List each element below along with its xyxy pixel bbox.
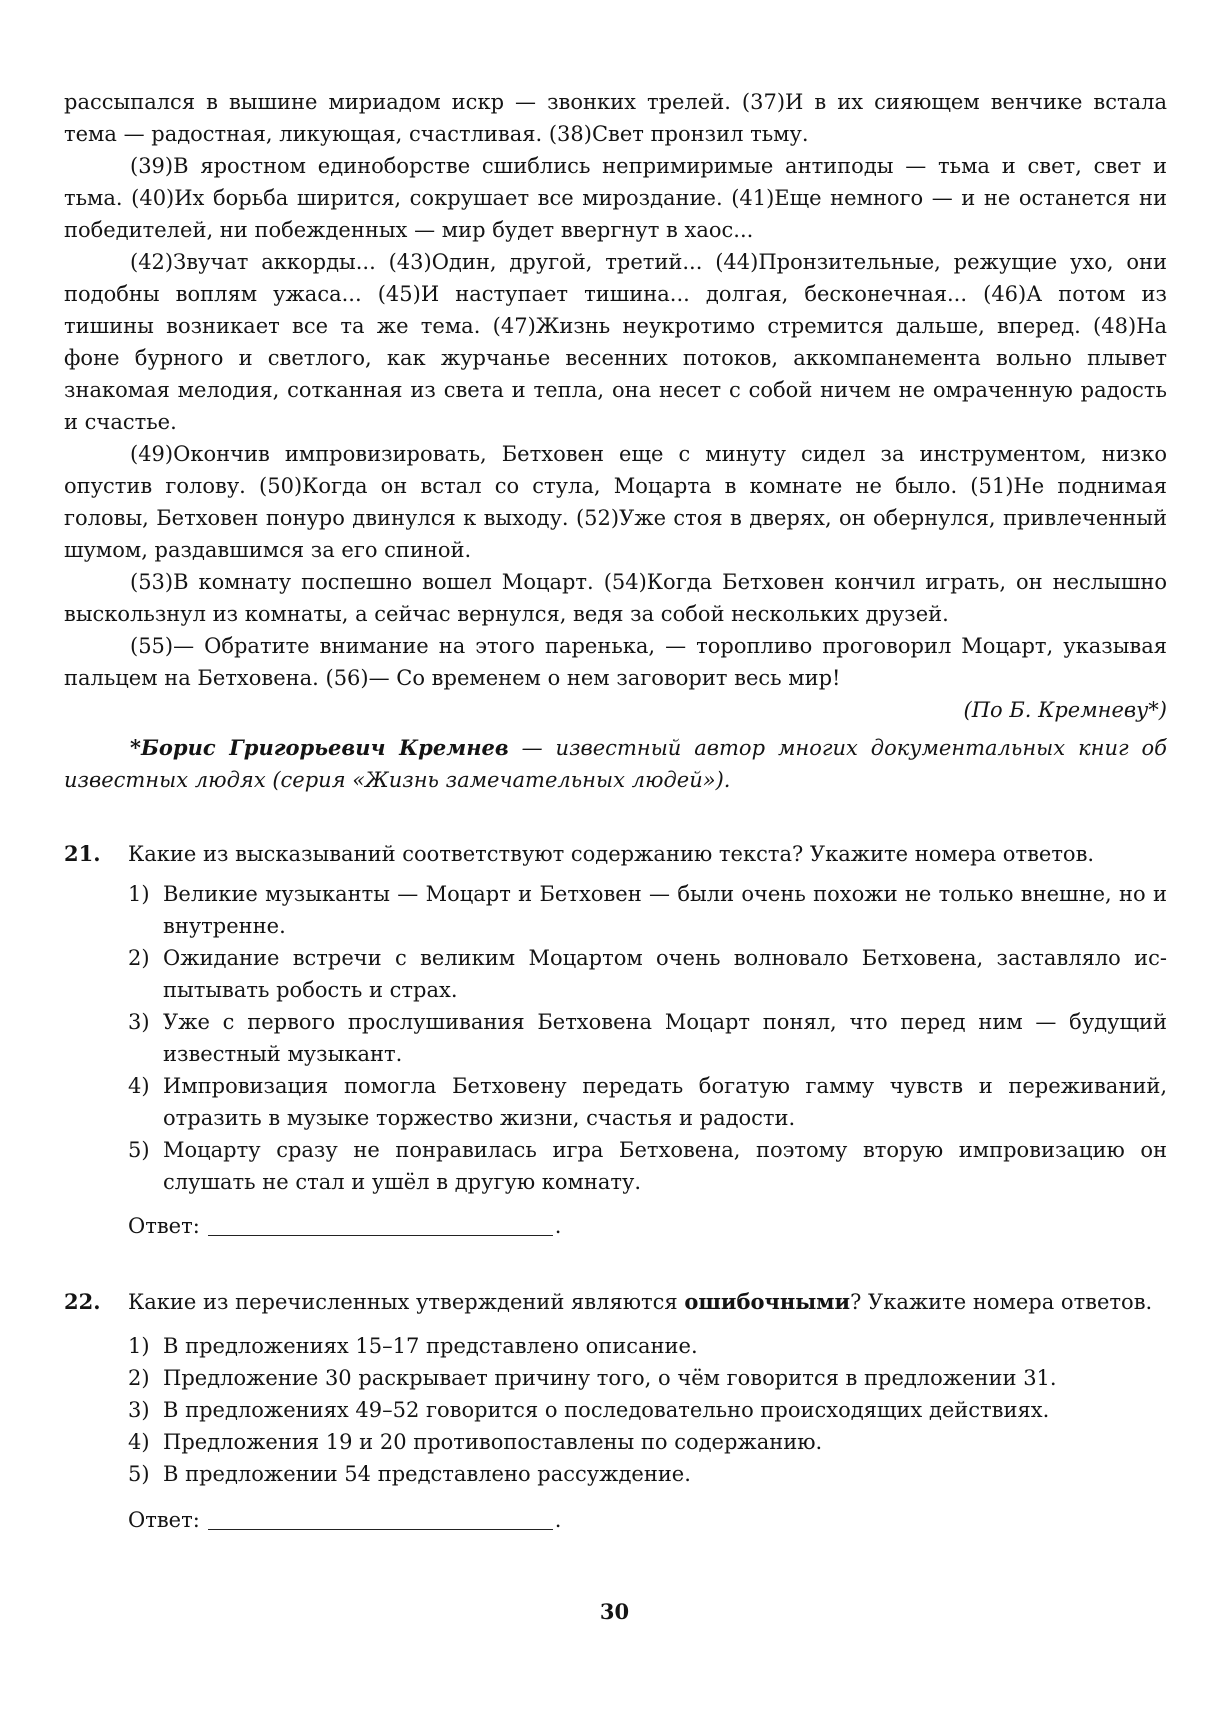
task-22-option-1 xyxy=(128,1330,1167,1362)
task-22-option-2 xyxy=(128,1362,1167,1394)
task-21-option-3 xyxy=(128,1006,1167,1070)
passage-paragraph-2: (39)В яростном единоборстве сшиблись непримиримые антиподы — тьма и свет, свет и тьма. (40)Их борьба ширится, сокрушает все мироздание. (41)Еще немного — и не останется ни победителей, ни побежденных — мир будет ввергнут в хаос... xyxy=(64,154,1167,242)
passage-paragraph-5: (53)В комнату поспешно вошел Моцарт. (54)Когда Бетховен кончил играть, он неслышно выскользнул из комнаты, а сейчас вернулся, ведя за собой нескольких друзей. xyxy=(64,570,1167,626)
option-text: Импровизация помогла Бетховену передать богатую гамму чувств и переживаний, отразить в музыке торжество жизни, счастья и радости. xyxy=(163,1074,1167,1130)
task-21-option-4 xyxy=(128,1070,1167,1134)
option-number: 1) xyxy=(128,882,150,906)
task-21-answer-field[interactable] xyxy=(208,1213,553,1236)
task-22-option-3 xyxy=(128,1394,1167,1426)
answer-end: . xyxy=(554,1214,562,1238)
question-part-1: Какие из перечисленных утверждений являются xyxy=(128,1290,685,1314)
option-number: 1) xyxy=(128,1334,150,1358)
task-21-question: Какие из высказываний соответствуют содержанию текста? Укажите номера ответов. xyxy=(128,842,1095,866)
option-text: Ожидание встречи с великим Моцартом очень волновало Бетховена, заставляло испытывать робость и страх. xyxy=(163,946,1167,1002)
task-21-option-2 xyxy=(128,942,1167,1006)
task-21-option-1 xyxy=(128,878,1167,942)
task-22-option-4 xyxy=(128,1426,1167,1458)
task-21 xyxy=(64,838,1167,1242)
answer-label: Ответ: xyxy=(128,1508,200,1532)
option-text: Предложения 19 и 20 противопоставлены по содержанию. xyxy=(163,1430,823,1454)
option-number: 3) xyxy=(128,1010,150,1034)
page-number: 30 xyxy=(599,1599,630,1624)
task-22-answer-field[interactable] xyxy=(208,1507,553,1530)
task-21-option-5 xyxy=(128,1134,1167,1198)
passage-paragraph-4: (49)Окончив импровизировать, Бетховен еще с минуту сидел за инструментом, низко опустив голову. (50)Когда он встал со стула, Моцарта в комнате не было. (51)Не поднимая головы, Бетховен понуро двинулся к выходу. (52)Уже стоя в дверях, он обернулся, привлеченный шумом, раздавшимся за его спиной. xyxy=(64,442,1167,562)
task-21-options xyxy=(128,878,1167,1198)
task-22 xyxy=(64,1286,1167,1536)
footnote-author-name: *Борис Григорьевич Кремнев xyxy=(130,735,509,760)
task-22-option-5 xyxy=(128,1458,1167,1490)
passage-paragraph-3: (42)Звучат аккорды... (43)Один, другой, третий... (44)Пронзительные, режущие ухо, они подобны воплям ужаса... (45)И наступает тишина... долгая, бесконечная... (46)А потом из тишины возникает все та же тема. (47)Жизнь неукротимо стремится дальше, вперед. (48)На фоне бурного и светлого, как журчанье весенних потоков, аккомпанемента вольно плывет знакомая мелодия, сотканная из света и тепла, она несет с собой ничем не омраченную радость и счастье. xyxy=(64,250,1167,434)
option-text: Уже с первого прослушивания Бетховена Моцарт понял, что перед ним — будущий известный музыкант. xyxy=(163,1010,1167,1066)
option-number: 5) xyxy=(128,1138,150,1162)
option-number: 4) xyxy=(128,1074,150,1098)
question-part-2: ? Укажите номера ответов. xyxy=(850,1290,1153,1314)
question-emphasis: ошибочными xyxy=(684,1289,851,1314)
task-22-answer xyxy=(128,1504,1167,1536)
option-text: В предложениях 49–52 говорится о последовательно происходящих действиях. xyxy=(163,1398,1050,1422)
passage-paragraph-1: рассыпался в вышине мириадом искр — звонких трелей. (37)И в их сияющем венчике встала тема — радостная, ликующая, счастливая. (38)Свет пронзил тьму. xyxy=(64,90,1167,146)
author-footnote xyxy=(64,732,1167,796)
passage-source: (По Б. Кремневу*) xyxy=(963,698,1167,722)
task-22-question xyxy=(128,1286,1167,1318)
exam-page xyxy=(64,86,1167,1536)
option-text: В предложении 54 представлено рассуждение. xyxy=(163,1462,691,1486)
task-22-number: 22. xyxy=(64,1289,101,1314)
task-21-answer xyxy=(128,1210,1167,1242)
option-text: В предложениях 15–17 представлено описание. xyxy=(163,1334,698,1358)
task-21-number: 21. xyxy=(64,841,101,866)
option-text: Великие музыканты — Моцарт и Бетховен — были очень похожи не только внешне, но и внутренне. xyxy=(163,882,1167,938)
footnote-text: — известный автор многих документальных книг об известных людях (серия «Жизнь замечательных людей»). xyxy=(64,736,1167,792)
answer-end: . xyxy=(554,1508,562,1532)
option-number: 4) xyxy=(128,1430,150,1454)
option-number: 5) xyxy=(128,1462,150,1486)
passage xyxy=(64,86,1167,796)
option-number: 3) xyxy=(128,1398,150,1422)
passage-paragraph-6: (55)— Обратите внимание на этого паренька, — торопливо проговорил Моцарт, указывая пальцем на Бетховена. (56)— Со временем о нем заговорит весь мир! xyxy=(64,634,1167,690)
option-text: Предложение 30 раскрывает причину того, о чём говорится в предложении 31. xyxy=(163,1366,1057,1390)
task-22-options xyxy=(128,1330,1167,1490)
option-text: Моцарту сразу не понравилась игра Бетховена, поэтому вторую импровизацию он слушать не стал и ушёл в другую комнату. xyxy=(163,1138,1167,1194)
option-number: 2) xyxy=(128,1366,150,1390)
answer-label: Ответ: xyxy=(128,1214,200,1238)
option-number: 2) xyxy=(128,946,150,970)
